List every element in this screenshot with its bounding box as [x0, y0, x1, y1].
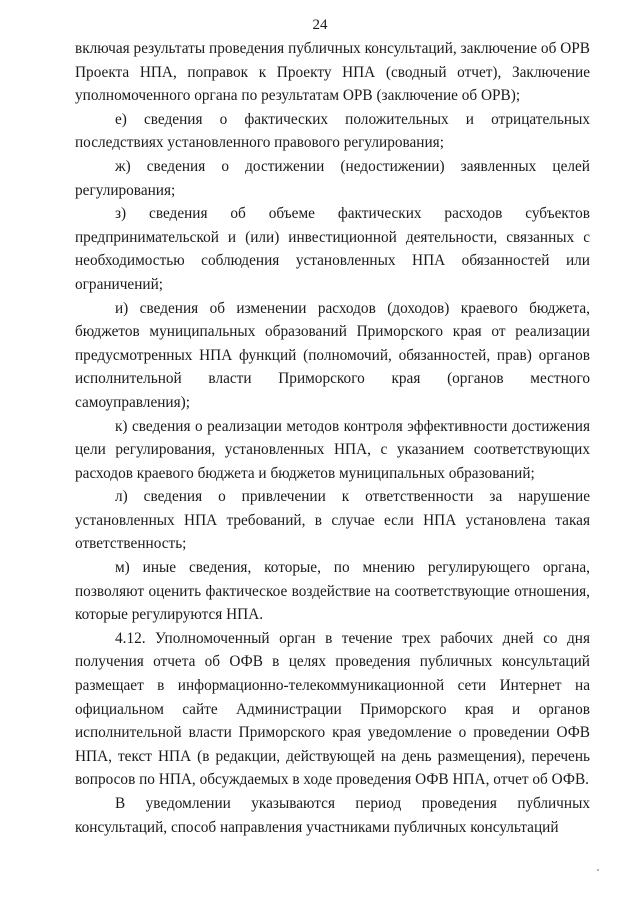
paragraph-item-z: з) сведения об объеме фактических расходов субъектов предпринимательской и (или) инвестиционной деятельности, связанных с необходимостью соблюдения установленных НПА обязанностей или ограничений; [75, 205, 590, 293]
paragraph-item-i: и) сведения об изменении расходов (доходов) краевого бюджета, бюджетов муниципальных образований Приморского края от реализации предусмотренных НПА функций (полномочий, обязанностей, прав) органов исполнительной власти Приморского края (органов местного самоуправления); [75, 299, 590, 411]
page-number: 24 [312, 17, 328, 33]
document-body [75, 37, 590, 839]
paragraph-item-k: к) сведения о реализации методов контроля эффективности достижения цели регулирования, установленных НПА, с указанием соответствующих расходов краевого бюджета и бюджетов муниципальных образований; [75, 417, 590, 482]
paragraph-item-m: м) иные сведения, которые, по мнению регулирующего органа, позволяют оценить фактическое воздействие на соответствующие отношения, которые регулируются НПА. [75, 559, 590, 624]
paragraph-4-12: 4.12. Уполномоченный орган в течение трех рабочих дней со дня получения отчета об ОФВ в целях проведения публичных консультаций размещает в информационно-телекоммуникационной сети Интернет на официальном сайте Администрации Приморского края и органов исполнительной власти Приморского края уведомление о проведении ОФВ НПА, текст НПА (в редакции, действующей на день размещения), перечень вопросов по НПА, обсуждаемых в ходе проведения ОФВ НПА, отчет об ОФВ. [75, 629, 590, 789]
paragraph-item-l: л) сведения о привлечении к ответственности за нарушение установленных НПА требований, в случае если НПА установлена такая ответственность; [75, 488, 590, 553]
paragraph-notification: В уведомлении указываются период проведения публичных консультаций, способ направления участниками публичных консультаций [75, 795, 590, 836]
paragraph-item-e: е) сведения о фактических положительных и отрицательных последствиях установленного правового регулирования; [75, 110, 590, 152]
paragraph-item-zh: ж) сведения о достижении (недостижении) заявленных целей регулирования; [75, 157, 590, 199]
scan-artifact [597, 869, 599, 871]
paragraph-continuation: включая результаты проведения публичных консультаций, заключение об ОРВ Проекта НПА, поправок к Проекту НПА (сводный отчет), Заключение уполномоченного органа по результатам ОРВ (заключение об ОРВ); [75, 40, 590, 105]
